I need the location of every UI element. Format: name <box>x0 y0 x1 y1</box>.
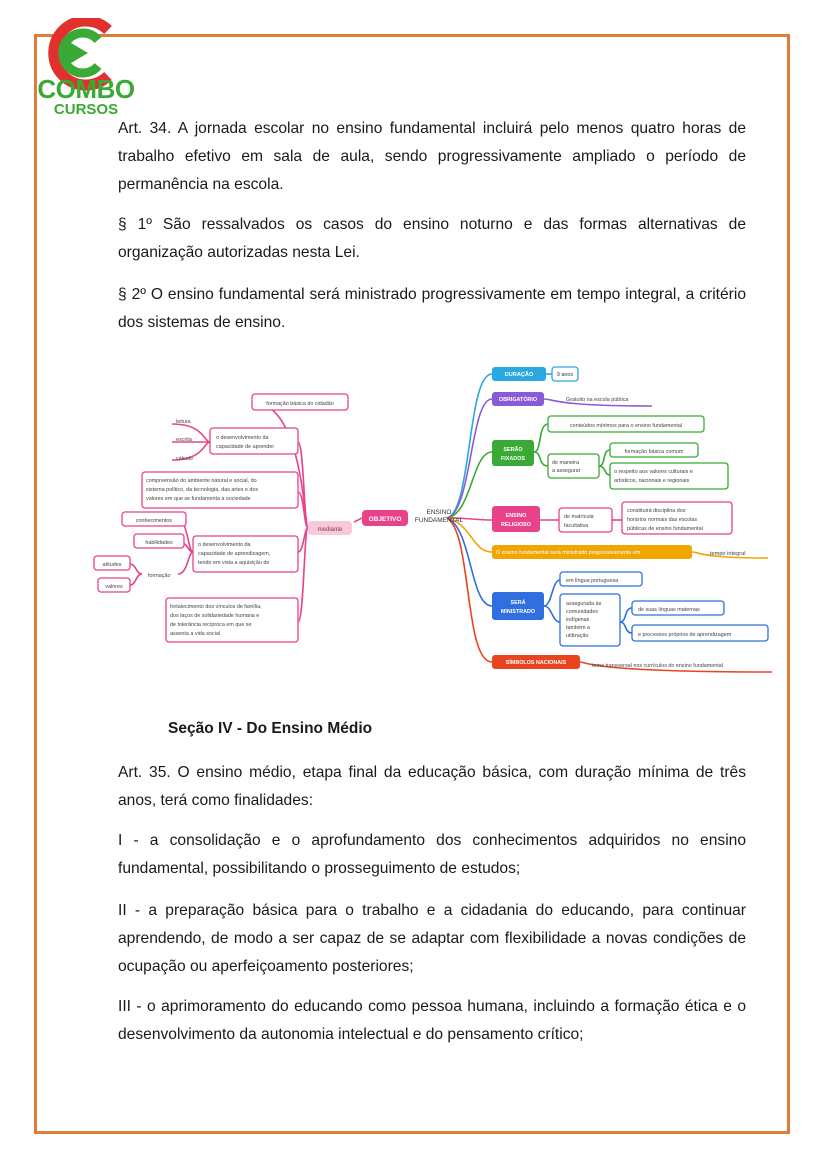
compreensao-line2: sistema político, da tecnologia, das artes e dos <box>146 487 259 493</box>
constituira-line3: públicas de ensino fundamental <box>627 526 703 532</box>
center-line2: FUNDAMENTAL <box>414 517 464 524</box>
serao-line2: FIXADOS <box>501 456 525 462</box>
gratuito: Gratuito na escola pública <box>566 397 629 403</box>
leitura: leitura <box>176 419 191 425</box>
respeito-line2: artísticos, nacionais e regionais <box>614 478 690 484</box>
item-i: I - a consolidação e o aprofundamento dos conhecimentos adquiridos no ensino fundamental, possibilitando o prosseguimento de estudos; <box>118 832 746 877</box>
paragraph-2: § 2º O ensino fundamental será ministrado progressivamente em tempo integral, a critério dos sistemas de ensino. <box>118 286 746 331</box>
ministrado-line2: MINISTRADO <box>500 609 536 615</box>
aprendizagem-line3: tendo em vista a aquisição de <box>198 560 270 566</box>
logo-line1: COMBO <box>37 74 135 104</box>
ministrado-line1: SERÁ <box>510 600 526 606</box>
aprendizagem-line2: capacidade de aprendizagem, <box>198 551 271 557</box>
fortalecimento-line3: de tolerância recíproca em que se <box>170 622 252 628</box>
calculo: cálculo <box>176 456 193 462</box>
compreensao-line3: valores em que se fundamenta a sociedade <box>146 496 251 502</box>
duracao-node: DURAÇÃO <box>504 372 534 378</box>
art-35: Art. 35. O ensino médio, etapa final da educação básica, com duração mínima de três anos, terá como finalidades: <box>118 764 746 809</box>
assegurada-line1: assegurada às <box>566 601 602 607</box>
compreensao-line1: compreensão do ambiente natural e social, do <box>146 478 257 484</box>
mediante-node: mediante <box>317 527 343 533</box>
constituira-line2: horários normais das escolas <box>627 517 698 523</box>
section-heading: Seção IV - Do Ensino Médio <box>168 720 373 737</box>
respeito-line1: o respeito aos valores culturais e <box>614 469 693 475</box>
objetivo-node: OBJETIVO <box>368 516 402 523</box>
capacidade-line1: o desenvolvimento da <box>216 435 269 441</box>
valores: valores <box>105 584 123 590</box>
paragraph-1: § 1º São ressalvados os casos do ensino noturno e das formas alternativas de organização autorizadas nesta Lei. <box>118 216 746 261</box>
simbolos-node: SÍMBOLOS NACIONAIS <box>505 660 567 666</box>
conhecimentos: conhecimentos <box>135 518 173 524</box>
matricula-line1: de matrícula <box>564 514 594 520</box>
matricula-line2: facultativa <box>564 523 589 529</box>
linguas-maternas: de suas línguas maternas <box>638 607 700 613</box>
formacao-basica: formação básica do cidadão <box>266 401 334 407</box>
assegurada-line4: também a <box>566 625 590 631</box>
atitudes: atitudes <box>102 562 122 568</box>
assegurada-line5: utilização <box>566 633 589 639</box>
processos: e processos próprios de aprendizagem <box>638 632 732 638</box>
art-34: Art. 34. A jornada escolar no ensino fundamental incluirá pelo menos quatro horas de trabalho efetivo em sala de aula, sendo progressivamente ampliado o período de permanência na escola. <box>118 120 746 193</box>
item-iii: III - o aprimoramento do educando como pessoa humana, incluindo a formação ética e o desenvolvimento da autonomia intelectual e do pensamento crítico; <box>118 998 746 1043</box>
logo-wordmark <box>36 76 136 118</box>
center-line1: ENSINO <box>426 509 452 516</box>
tema-transversal: tema transversal nos currículos do ensino fundamental <box>592 663 723 669</box>
item-ii: II - a preparação básica para o trabalho e a cidadania do educando, para continuar aprendendo, de modo a ser capaz de se adaptar com flexibilidade a novas condições de ocupação ou aperfeiçoamento posteriores; <box>118 902 746 975</box>
religioso-line1: ENSINO <box>505 513 527 519</box>
formacao: formação <box>148 573 171 579</box>
capacidade-line2: capacidade de aprender <box>216 444 275 450</box>
center-node <box>415 509 464 524</box>
tempo-integral: tempo integral <box>710 551 746 557</box>
religioso-line2: RELIGIOSO <box>501 522 531 528</box>
serao-line1: SERÃO <box>503 447 523 453</box>
fortalecimento-line2: dos laços de solidariedade humana e <box>170 613 260 619</box>
lingua-portuguesa: em língua portuguesa <box>566 578 619 584</box>
logo-line2: CURSOS <box>53 101 119 118</box>
mind-map <box>92 362 778 682</box>
maneira-line1: de maneira <box>552 460 579 466</box>
fortalecimento-line4: assenta a vida social <box>170 631 221 637</box>
habilidades: habilidades <box>145 540 173 546</box>
constituira-line1: constituirá disciplina dos <box>627 508 686 514</box>
fortalecimento-line1: fortalecimento dos vínculos de família, <box>170 604 262 610</box>
escrita: escrita <box>176 437 192 443</box>
maneira-line2: a assegurar <box>552 468 581 474</box>
obrigatorio-node: OBRIGATÓRIO <box>498 397 538 403</box>
formacao-comum: formação básica comum <box>624 449 684 455</box>
assegurada-line2: comunidades <box>566 609 599 615</box>
assegurada-line3: indígenas <box>566 617 590 623</box>
aprendizagem-line1: o desenvolvimento da <box>198 542 251 548</box>
ensino-integral: O ensino fundamental será ministrado progressivamente em <box>496 550 641 556</box>
nove-anos: 9 anos <box>556 372 574 378</box>
conteudos: conteúdos mínimos para o ensino fundamental <box>569 423 683 429</box>
